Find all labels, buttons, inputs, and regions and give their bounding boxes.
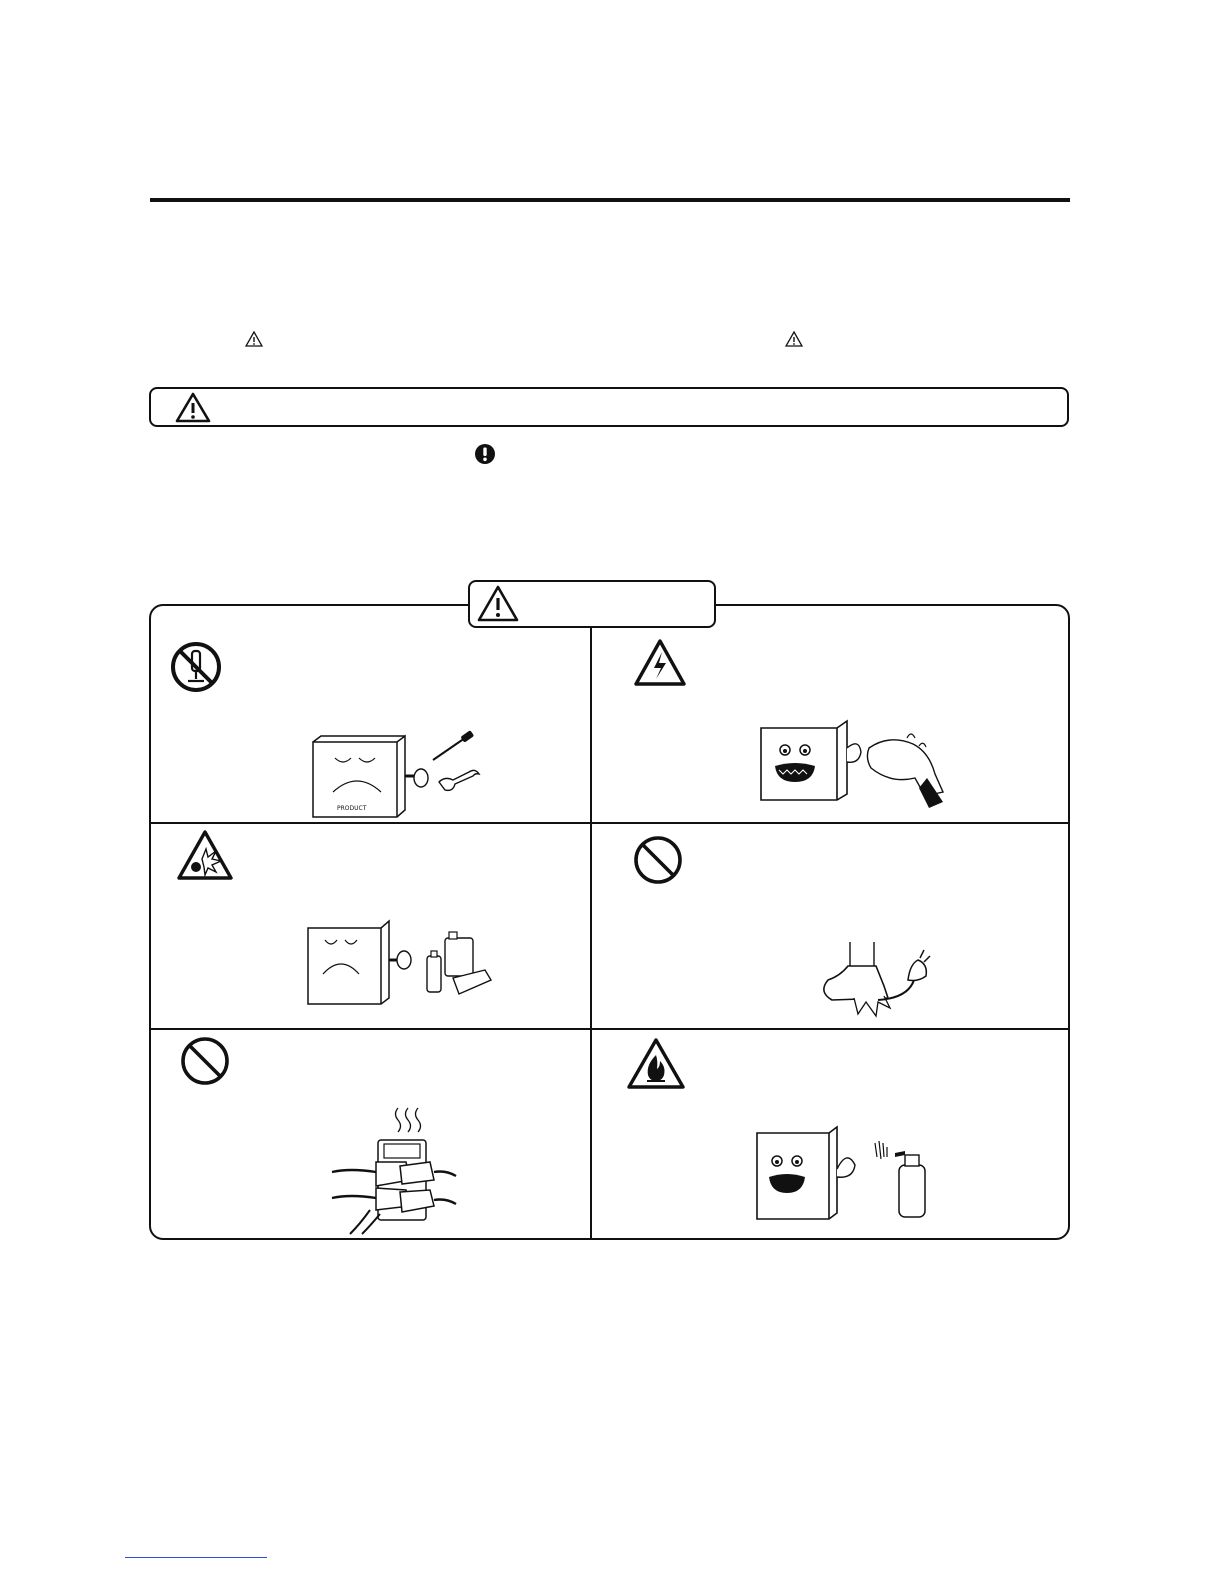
panel-divider-vertical — [590, 627, 592, 1239]
prohibited-icon — [633, 835, 683, 885]
footer-link[interactable] — [125, 1557, 267, 1558]
prohibited-icon — [180, 1036, 230, 1086]
header-rule — [150, 198, 1070, 202]
flammable-spray-illustration — [753, 1125, 938, 1225]
warning-triangle-icon — [245, 331, 263, 347]
explosion-icon — [176, 829, 234, 881]
product-with-chemicals-illustration — [305, 918, 495, 1008]
panel-header-tab — [468, 580, 716, 628]
mandatory-exclamation-icon — [474, 443, 496, 465]
wet-hand-illustration — [757, 718, 957, 810]
fire-icon — [626, 1037, 686, 1091]
overloaded-outlet-illustration — [330, 1106, 460, 1236]
warning-banner — [149, 387, 1069, 427]
no-disassembly-icon — [170, 641, 222, 693]
electric-shock-icon — [633, 638, 687, 688]
product-with-tools-illustration — [305, 730, 485, 822]
stepping-on-cord-illustration — [818, 940, 948, 1022]
warning-triangle-icon — [476, 584, 520, 624]
panel-divider-row-2 — [150, 1028, 1069, 1030]
product-label: PRODUCT — [337, 805, 367, 812]
warning-triangle-icon — [175, 392, 211, 424]
panel-divider-row-1 — [150, 822, 1069, 824]
warning-triangle-icon — [785, 331, 803, 347]
